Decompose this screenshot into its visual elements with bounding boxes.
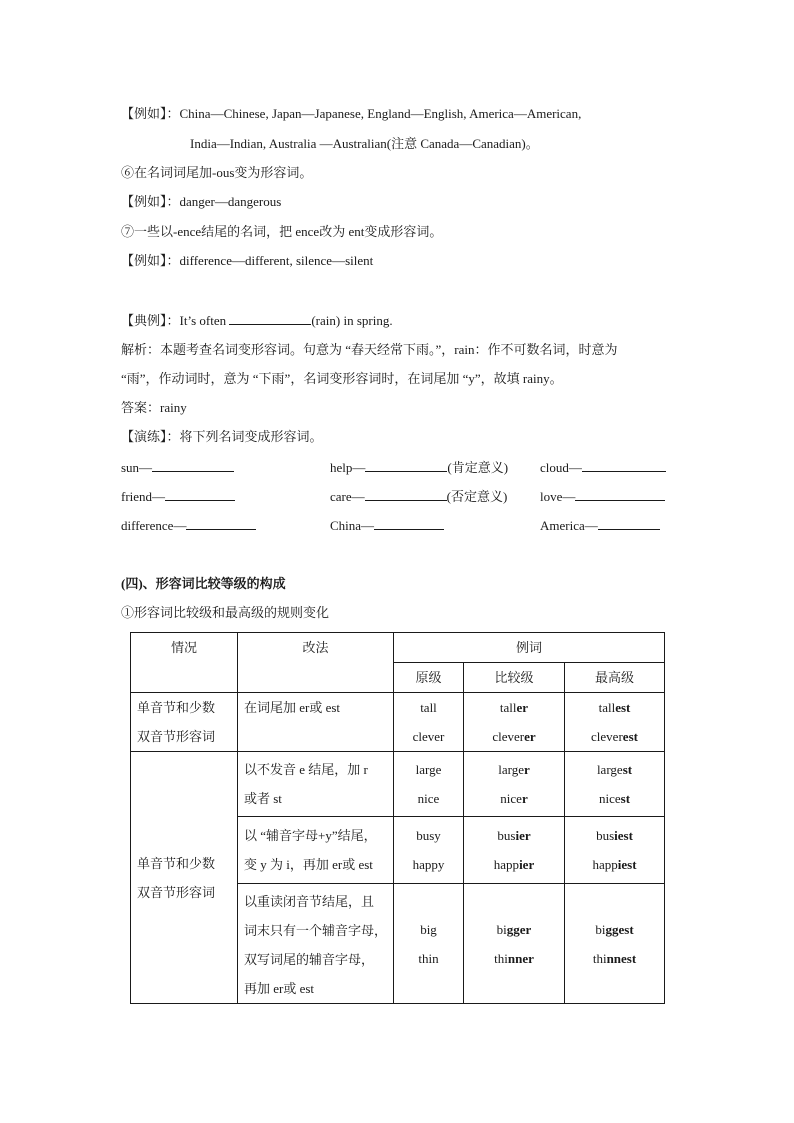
word-stem: tall: [598, 700, 616, 715]
example-text: India—Indian, Australia —Australian(注意 Canada—Canadian)。: [190, 136, 539, 151]
cell-line: 单音节和少数: [137, 855, 216, 871]
practice-word: America—: [540, 518, 598, 533]
word-stem: large: [596, 762, 623, 777]
header-text: 原级: [415, 670, 442, 685]
word-suffix: r: [521, 791, 528, 806]
cell-line: [470, 755, 558, 784]
cell-line: 在词尾加 er或 est: [244, 700, 341, 715]
positive-cell: [394, 693, 464, 752]
answer-text: 答案：rainy: [121, 400, 187, 415]
practice-item: [540, 487, 665, 506]
cell-line: [571, 821, 658, 850]
cell-line: [571, 693, 658, 722]
practice-blank[interactable]: [582, 458, 666, 472]
method-cell: [238, 752, 394, 817]
cell-line: [571, 755, 658, 784]
situation-cell: [131, 693, 238, 752]
header-text: 改法: [302, 640, 329, 655]
practice-blank[interactable]: [575, 487, 665, 501]
practice-blank[interactable]: [186, 516, 256, 530]
practice-word: care—: [330, 489, 365, 504]
word-stem: thi: [494, 950, 508, 966]
cell-line: [470, 915, 558, 944]
positive-cell: [394, 817, 464, 884]
positive-cell: [394, 884, 464, 1004]
example-label: 【例如】：: [121, 106, 180, 121]
cell-line: 以 “辅音字母+y”结尾，: [244, 828, 377, 843]
rule-6-text: ⑥在名词词尾加-ous变为形容词。: [121, 165, 313, 180]
word-stem: bi: [496, 921, 507, 937]
examples-line-3: [121, 193, 281, 211]
practice-item: [330, 487, 507, 506]
superlative-cell: [565, 752, 665, 817]
word-suffix: ier: [519, 857, 535, 872]
section-title-text: (四)、形容词比较等级的构成: [121, 576, 286, 591]
cell-line: 单音节和少数: [137, 700, 216, 715]
practice-blank[interactable]: [365, 487, 447, 501]
examples-line-2: [190, 135, 539, 153]
method-cell: [238, 817, 394, 884]
word-stem: nice: [500, 791, 522, 806]
header-superlative: [565, 663, 665, 693]
word-stem: large: [498, 762, 524, 777]
analysis-line-1: [121, 341, 618, 359]
word-suffix: est: [615, 700, 631, 715]
cell-line: [571, 850, 658, 879]
section-subtitle-text: ①形容词比较级和最高级的规则变化: [121, 605, 330, 620]
header-text: 比较级: [494, 670, 534, 685]
cell-line: 双音节形容词: [137, 884, 216, 900]
practice-word: help—: [330, 460, 366, 475]
comparative-cell: [464, 817, 565, 884]
cell-line: 或者 st: [244, 791, 282, 806]
practice-word: cloud—: [540, 460, 582, 475]
table-row: [131, 693, 665, 752]
example-label: 【例如】：: [121, 253, 180, 268]
section-title: [121, 575, 286, 593]
practice-blank[interactable]: [152, 458, 234, 472]
cell-line: 以不发音 e 结尾，加 r: [244, 762, 368, 777]
comparative-cell: [464, 884, 565, 1004]
practice-blank[interactable]: [374, 516, 444, 530]
header-positive: [394, 663, 464, 693]
cell-line: 双音节形容词: [137, 729, 216, 744]
word-stem: bus: [596, 828, 615, 843]
practice-item: [330, 516, 444, 535]
cell-line: 变 y 为 i，再加 er或 est: [244, 857, 373, 872]
word-suffix: r: [523, 762, 530, 777]
word-stem: happ: [592, 857, 618, 872]
practice-word: sun—: [121, 460, 153, 475]
rule-7: [121, 223, 442, 241]
word-stem: happ: [493, 857, 520, 872]
word-suffix: nnest: [606, 950, 637, 966]
practice-heading: [121, 428, 323, 446]
word-suffix: st: [622, 762, 633, 777]
typical-before: It’s often: [179, 313, 230, 328]
example-text: China—Chinese, Japan—Japanese, England—English, America—American,: [179, 106, 582, 121]
cell-line: nice: [417, 791, 440, 806]
header-text: 例词: [516, 640, 543, 655]
word-stem: bus: [497, 828, 516, 843]
typical-label: 【典例】：: [121, 313, 180, 328]
word-suffix: est: [622, 729, 638, 744]
cell-line: [470, 722, 558, 751]
practice-label: 【演练】：: [121, 429, 180, 444]
cell-line: [571, 784, 658, 813]
example-text: danger—dangerous: [179, 194, 282, 209]
typical-after: (rain) in spring.: [311, 313, 393, 328]
cell-line: busy: [416, 828, 441, 843]
word-suffix: st: [620, 791, 631, 806]
cell-line: [470, 944, 558, 973]
situation-cell: [131, 752, 238, 1004]
cell-line: [470, 821, 558, 850]
header-text: 最高级: [595, 670, 635, 685]
answer-line: [121, 399, 187, 417]
header-situation: [131, 633, 238, 693]
analysis-line-2: [121, 370, 563, 388]
word-suffix: nner: [507, 950, 534, 966]
word-stem: tall: [499, 700, 517, 715]
word-suffix: ier: [515, 828, 531, 843]
word-stem: nice: [598, 791, 621, 806]
word-stem: clever: [492, 729, 525, 744]
word-stem: bi: [595, 921, 606, 937]
word-suffix: er: [524, 729, 536, 744]
cell-line: 再加 er或 est: [244, 981, 315, 996]
practice-item: [121, 487, 235, 506]
practice-item: [540, 516, 660, 535]
word-suffix: gger: [506, 921, 532, 937]
method-cell: [238, 884, 394, 1004]
superlative-cell: [565, 693, 665, 752]
practice-blank[interactable]: [165, 487, 235, 501]
practice-note: (肯定意义): [447, 460, 509, 475]
examples-line-1: [121, 105, 581, 123]
cell-line: tall: [420, 700, 437, 715]
rule-7-text: ⑦一些以-ence结尾的名词，把 ence改为 ent变成形容词。: [121, 224, 443, 239]
practice-item: [121, 458, 234, 477]
cell-line: thin: [418, 950, 439, 966]
cell-line: [470, 693, 558, 722]
cell-line: large: [415, 762, 442, 777]
practice-word: difference—: [121, 518, 187, 533]
word-suffix: er: [516, 700, 529, 715]
cell-line: [470, 784, 558, 813]
practice-word: love—: [540, 489, 576, 504]
analysis-text: “雨”，作动词时，意为 “下雨”，名词变形容词时，在词尾加 “y”，故填 rainy。: [121, 371, 563, 386]
practice-item: [121, 516, 256, 535]
example-text: difference—different, silence—silent: [179, 253, 374, 268]
practice-item: [540, 458, 666, 477]
practice-word: China—: [330, 518, 375, 533]
cell-line: 以重读闭音节结尾，且: [244, 894, 375, 909]
rule-6: [121, 164, 312, 182]
comparison-table: [130, 632, 665, 1004]
practice-item: [330, 458, 508, 477]
section-subtitle: [121, 604, 329, 622]
word-suffix: iest: [614, 828, 633, 843]
method-cell: [238, 693, 394, 752]
header-text: 情况: [170, 640, 197, 655]
cell-line: [470, 850, 558, 879]
positive-cell: [394, 752, 464, 817]
header-comparative: [464, 663, 565, 693]
cell-line: [571, 944, 658, 973]
cell-line: [571, 722, 658, 751]
practice-blank[interactable]: [598, 516, 660, 530]
practice-blank[interactable]: [365, 458, 447, 472]
examples-line-4: [121, 252, 373, 270]
cell-line: 双写词尾的辅音字母，: [244, 952, 375, 967]
analysis-text: 解析：本题考查名词变形容词。句意为 “春天经常下雨。”，rain：作不可数名词，时意为: [121, 342, 618, 357]
typical-example: [121, 311, 393, 330]
practice-word: friend—: [121, 489, 166, 504]
example-label: 【例如】：: [121, 194, 180, 209]
answer-blank[interactable]: [229, 311, 311, 325]
header-method: [238, 633, 394, 693]
word-suffix: ggest: [605, 921, 634, 937]
practice-note: (否定意义): [446, 489, 508, 504]
word-stem: clever: [591, 729, 623, 744]
superlative-cell: [565, 817, 665, 884]
cell-line: [571, 915, 658, 944]
cell-line: clever: [412, 729, 445, 744]
cell-line: happy: [412, 857, 445, 872]
comparative-cell: [464, 693, 565, 752]
practice-instruction: 将下列名词变成形容词。: [179, 429, 323, 444]
table-row: [131, 752, 665, 817]
word-suffix: iest: [617, 857, 637, 872]
comparative-cell: [464, 752, 565, 817]
cell-line: 词末只有一个辅音字母，: [244, 923, 388, 938]
cell-line: big: [420, 921, 437, 937]
header-examples: [394, 633, 665, 663]
superlative-cell: [565, 884, 665, 1004]
word-stem: thi: [592, 950, 607, 966]
